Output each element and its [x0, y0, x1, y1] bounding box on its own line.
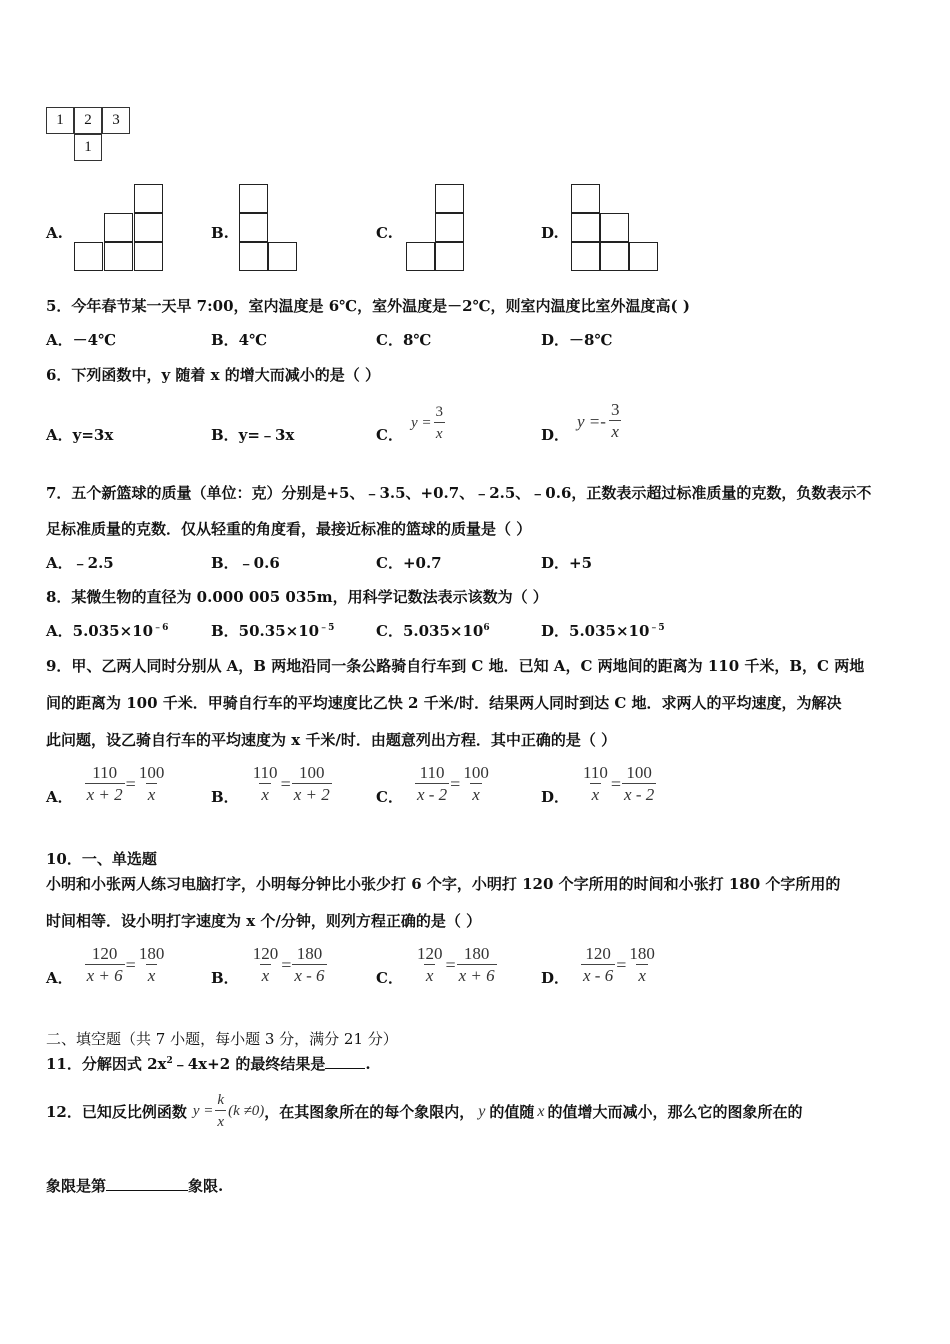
q5-option-b: B．4℃: [211, 331, 268, 349]
fraction-denominator: x: [434, 422, 445, 445]
q9-stem-line2: 间的距离为 100 千米．甲骑自行车的平均速度比乙快 2 千米/时．结果两人同时到达 C 地．求两人的平均速度，为解决: [46, 694, 842, 712]
q6-option-c-fraction: [433, 402, 445, 445]
q4-option-d-label: D.: [541, 224, 559, 242]
q12-stem-line2: 象限是第 象限.: [46, 1177, 224, 1195]
q10-option-a: A． $\frac{120}{x + 6}$ = $\frac{180}{x}$: [46, 944, 165, 987]
q4-option-a-label: A.: [46, 224, 63, 242]
q10-stem-line2: 时间相等．设小明打字速度为 x 个/分钟，则列方程正确的是（ ）: [46, 912, 482, 930]
q6-option-c: [376, 402, 445, 445]
q10-option-d: D． $\frac{120}{x - 6}$ = $\frac{180}{x}$: [541, 944, 655, 987]
q8-option-b: B．$50.35\times 10^{﹣5}$: [211, 622, 335, 640]
q12-answer-blank[interactable]: [106, 1190, 188, 1191]
q6-option-d-fraction: [609, 400, 622, 443]
q10-option-c: C． $\frac{120}{x}$ = $\frac{180}{x + 6}$: [376, 944, 495, 987]
q7-option-a: A．﹣2.5: [46, 554, 114, 572]
top-view-cell: 1: [46, 107, 74, 134]
q10-option-b: B． $\frac{120}{x}$ = $\frac{180}{x - 6}$: [211, 944, 325, 987]
q7-option-d: D．+5: [541, 554, 593, 572]
top-view-cell: 1: [74, 134, 102, 161]
q6-stem: 6．下列函数中，y 随着 x 的增大而减小的是（ ）: [46, 366, 380, 384]
q11-stem: 11．分解因式 $2x^2﹣4x+2$ 的最终结果是 .: [46, 1055, 371, 1073]
q4-option-c-label: C.: [376, 224, 393, 242]
fraction-numerator: 3: [435, 404, 443, 420]
q5-option-a: A．－4℃: [46, 331, 117, 349]
q6-option-d: [541, 398, 621, 445]
fraction-denominator: x: [611, 422, 619, 441]
q6-option-d-label: D．: [541, 426, 570, 444]
q6-option-a: A．y=3x: [46, 426, 114, 444]
q8-option-a: A．$5.035\times 10^{﹣6}$: [46, 622, 169, 640]
q11-answer-blank[interactable]: [325, 1068, 365, 1069]
top-view-cell: 2: [74, 107, 102, 134]
q6-option-c-lhs: y =: [410, 415, 432, 431]
q5-option-d: D．－8℃: [541, 331, 613, 349]
q7-stem-line1: 7．五个新篮球的质量（单位：克）分别是+5、﹣3.5、+0.7、﹣2.5、﹣0.6，正数表示超过标准质量的克数，负数表示不: [46, 484, 872, 502]
q9-stem-line3: 此问题，设乙骑自行车的平均速度为 x 千米/时．由题意列出方程．其中正确的是（ ）: [46, 731, 617, 749]
q5-option-c: C．8℃: [376, 331, 432, 349]
q7-option-c: C．+0.7: [376, 554, 442, 572]
q7-option-b: B．﹣0.6: [211, 554, 280, 572]
q6-option-d-lhs: y =-: [577, 411, 606, 431]
q6-option-b: B．y=﹣3x: [211, 426, 295, 444]
q12-stem-line1: 12．已知反比例函数 y = $\frac{k}{x}$ (k ≠0) ，在其图象所在的每个象限内， y 的值随 x 的值增大而减小，那么它的图象所在的: [46, 1090, 802, 1133]
q8-option-c: C．$5.035\times 10^6$: [376, 622, 490, 640]
fraction-numerator: 3: [610, 400, 620, 419]
q8-option-d: D．$5.035\times 10^{﹣5}$: [541, 622, 665, 640]
q7-stem-line2: 足标准质量的克数．仅从轻重的角度看，最接近标准的篮球的质量是（ ）: [46, 520, 532, 538]
q8-stem: 8．某微生物的直径为 0.000 005 035m，用科学记数法表示该数为（ ）: [46, 588, 548, 606]
q9-option-b: B． $\frac{110}{x}$ = $\frac{100}{x + 2}$: [211, 763, 330, 806]
top-view-cell: 3: [102, 107, 130, 134]
q9-option-c: C． $\frac{110}{x - 2}$ = $\frac{100}{x}$: [376, 763, 489, 806]
section-2-title: 二、填空题（共 7 小题，每小题 3 分，满分 21 分）: [46, 1030, 398, 1048]
q10-header: 10．一、单选题: [46, 850, 157, 868]
q4-option-b-label: B.: [211, 224, 229, 242]
q10-stem-line1: 小明和小张两人练习电脑打字，小明每分钟比小张少打 6 个字，小明打 120 个字所用的时间和小张打 180 个字所用的: [46, 875, 841, 893]
q5-stem: 5．今年春节某一天早 7:00，室内温度是 6℃，室外温度是－2℃，则室内温度比室外温度高( ): [46, 297, 690, 315]
q9-option-d: D． $\frac{110}{x}$ = $\frac{100}{x - 2}$: [541, 763, 655, 806]
q9-option-a: A． $\frac{110}{x + 2}$ = $\frac{100}{x}$: [46, 763, 165, 806]
q9-stem-line1: 9．甲、乙两人同时分别从 A，B 两地沿同一条公路骑自行车到 C 地．已知 A，C 两地间的距离为 110 千米，B，C 两地: [46, 657, 865, 675]
q6-option-c-label: C．: [376, 426, 403, 444]
